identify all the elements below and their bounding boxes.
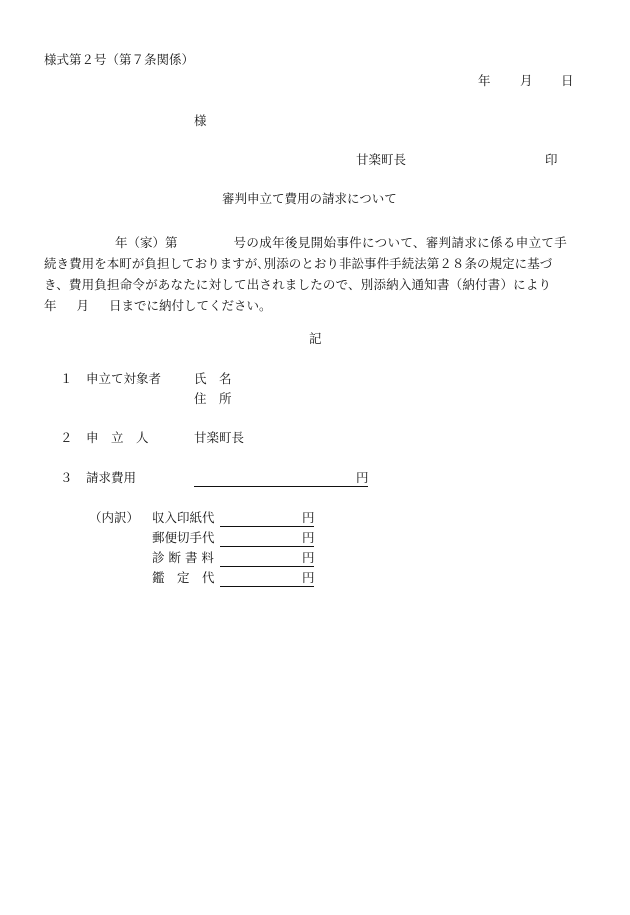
sender-title: 甘楽町長: [356, 152, 407, 167]
item3-number: ３: [60, 470, 73, 485]
item1-name-label: 氏 名: [194, 371, 232, 386]
breakdown-heading: （内訳）: [89, 510, 140, 525]
body-paragraph: [44, 232, 584, 316]
body-line-1: [44, 232, 584, 253]
breakdown-unit-1: 円: [302, 510, 315, 525]
item1-label: 申立て対象者: [86, 371, 162, 386]
breakdown-line-1: [220, 526, 314, 527]
deadline-year: 年: [44, 298, 57, 313]
breakdown-label-medical-certificate: 診 断 書 料: [152, 550, 214, 565]
item3-unit: 円: [356, 470, 369, 485]
breakdown-unit-3: 円: [302, 550, 315, 565]
breakdown-line-4: [220, 586, 314, 587]
item2-value: 甘楽町長: [194, 430, 245, 445]
sender-seal: 印: [545, 152, 558, 167]
date-month: 月: [520, 73, 533, 88]
breakdown-label-stamps-revenue: 収入印紙代: [152, 510, 215, 525]
item1-number: １: [60, 371, 73, 386]
breakdown-unit-4: 円: [302, 570, 315, 585]
document-title: 審判申立て費用の請求について: [222, 191, 397, 206]
date-day: 日: [561, 73, 574, 88]
date-year: 年: [478, 73, 491, 88]
ki-heading: 記: [309, 331, 322, 346]
addressee-suffix: 様: [194, 113, 207, 128]
body-line-2: 続き費用を本町が負担しておりますが､別添のとおり非訟事件手続法第２８条の規定に基づ: [44, 256, 553, 271]
item2-number: ２: [60, 430, 73, 445]
item3-label: 請求費用: [86, 470, 137, 485]
breakdown-line-3: [220, 566, 314, 567]
form-number: 様式第２号（第７条関係）: [44, 52, 195, 67]
breakdown-line-2: [220, 546, 314, 547]
breakdown-unit-2: 円: [302, 530, 315, 545]
item2-label: 申 立 人: [86, 430, 149, 445]
body-case-prefix: 年（家）第: [115, 235, 178, 250]
body-line-4: [44, 295, 584, 316]
item1-address-label: 住 所: [194, 391, 232, 406]
deadline-month: 月: [76, 298, 90, 313]
item3-amount-line: [194, 486, 368, 487]
deadline-day-text: 日までに納付してください。: [109, 298, 272, 313]
breakdown-label-postage: 郵便切手代: [152, 530, 215, 545]
body-line-3: き、費用負担命令があなたに対して出されましたので、別添納入通知書（納付書）により: [44, 277, 552, 292]
breakdown-label-appraisal: 鑑 定 代: [152, 570, 215, 585]
body-case-text: 号の成年後見開始事件について、審判請求に係る申立て手: [233, 235, 568, 250]
